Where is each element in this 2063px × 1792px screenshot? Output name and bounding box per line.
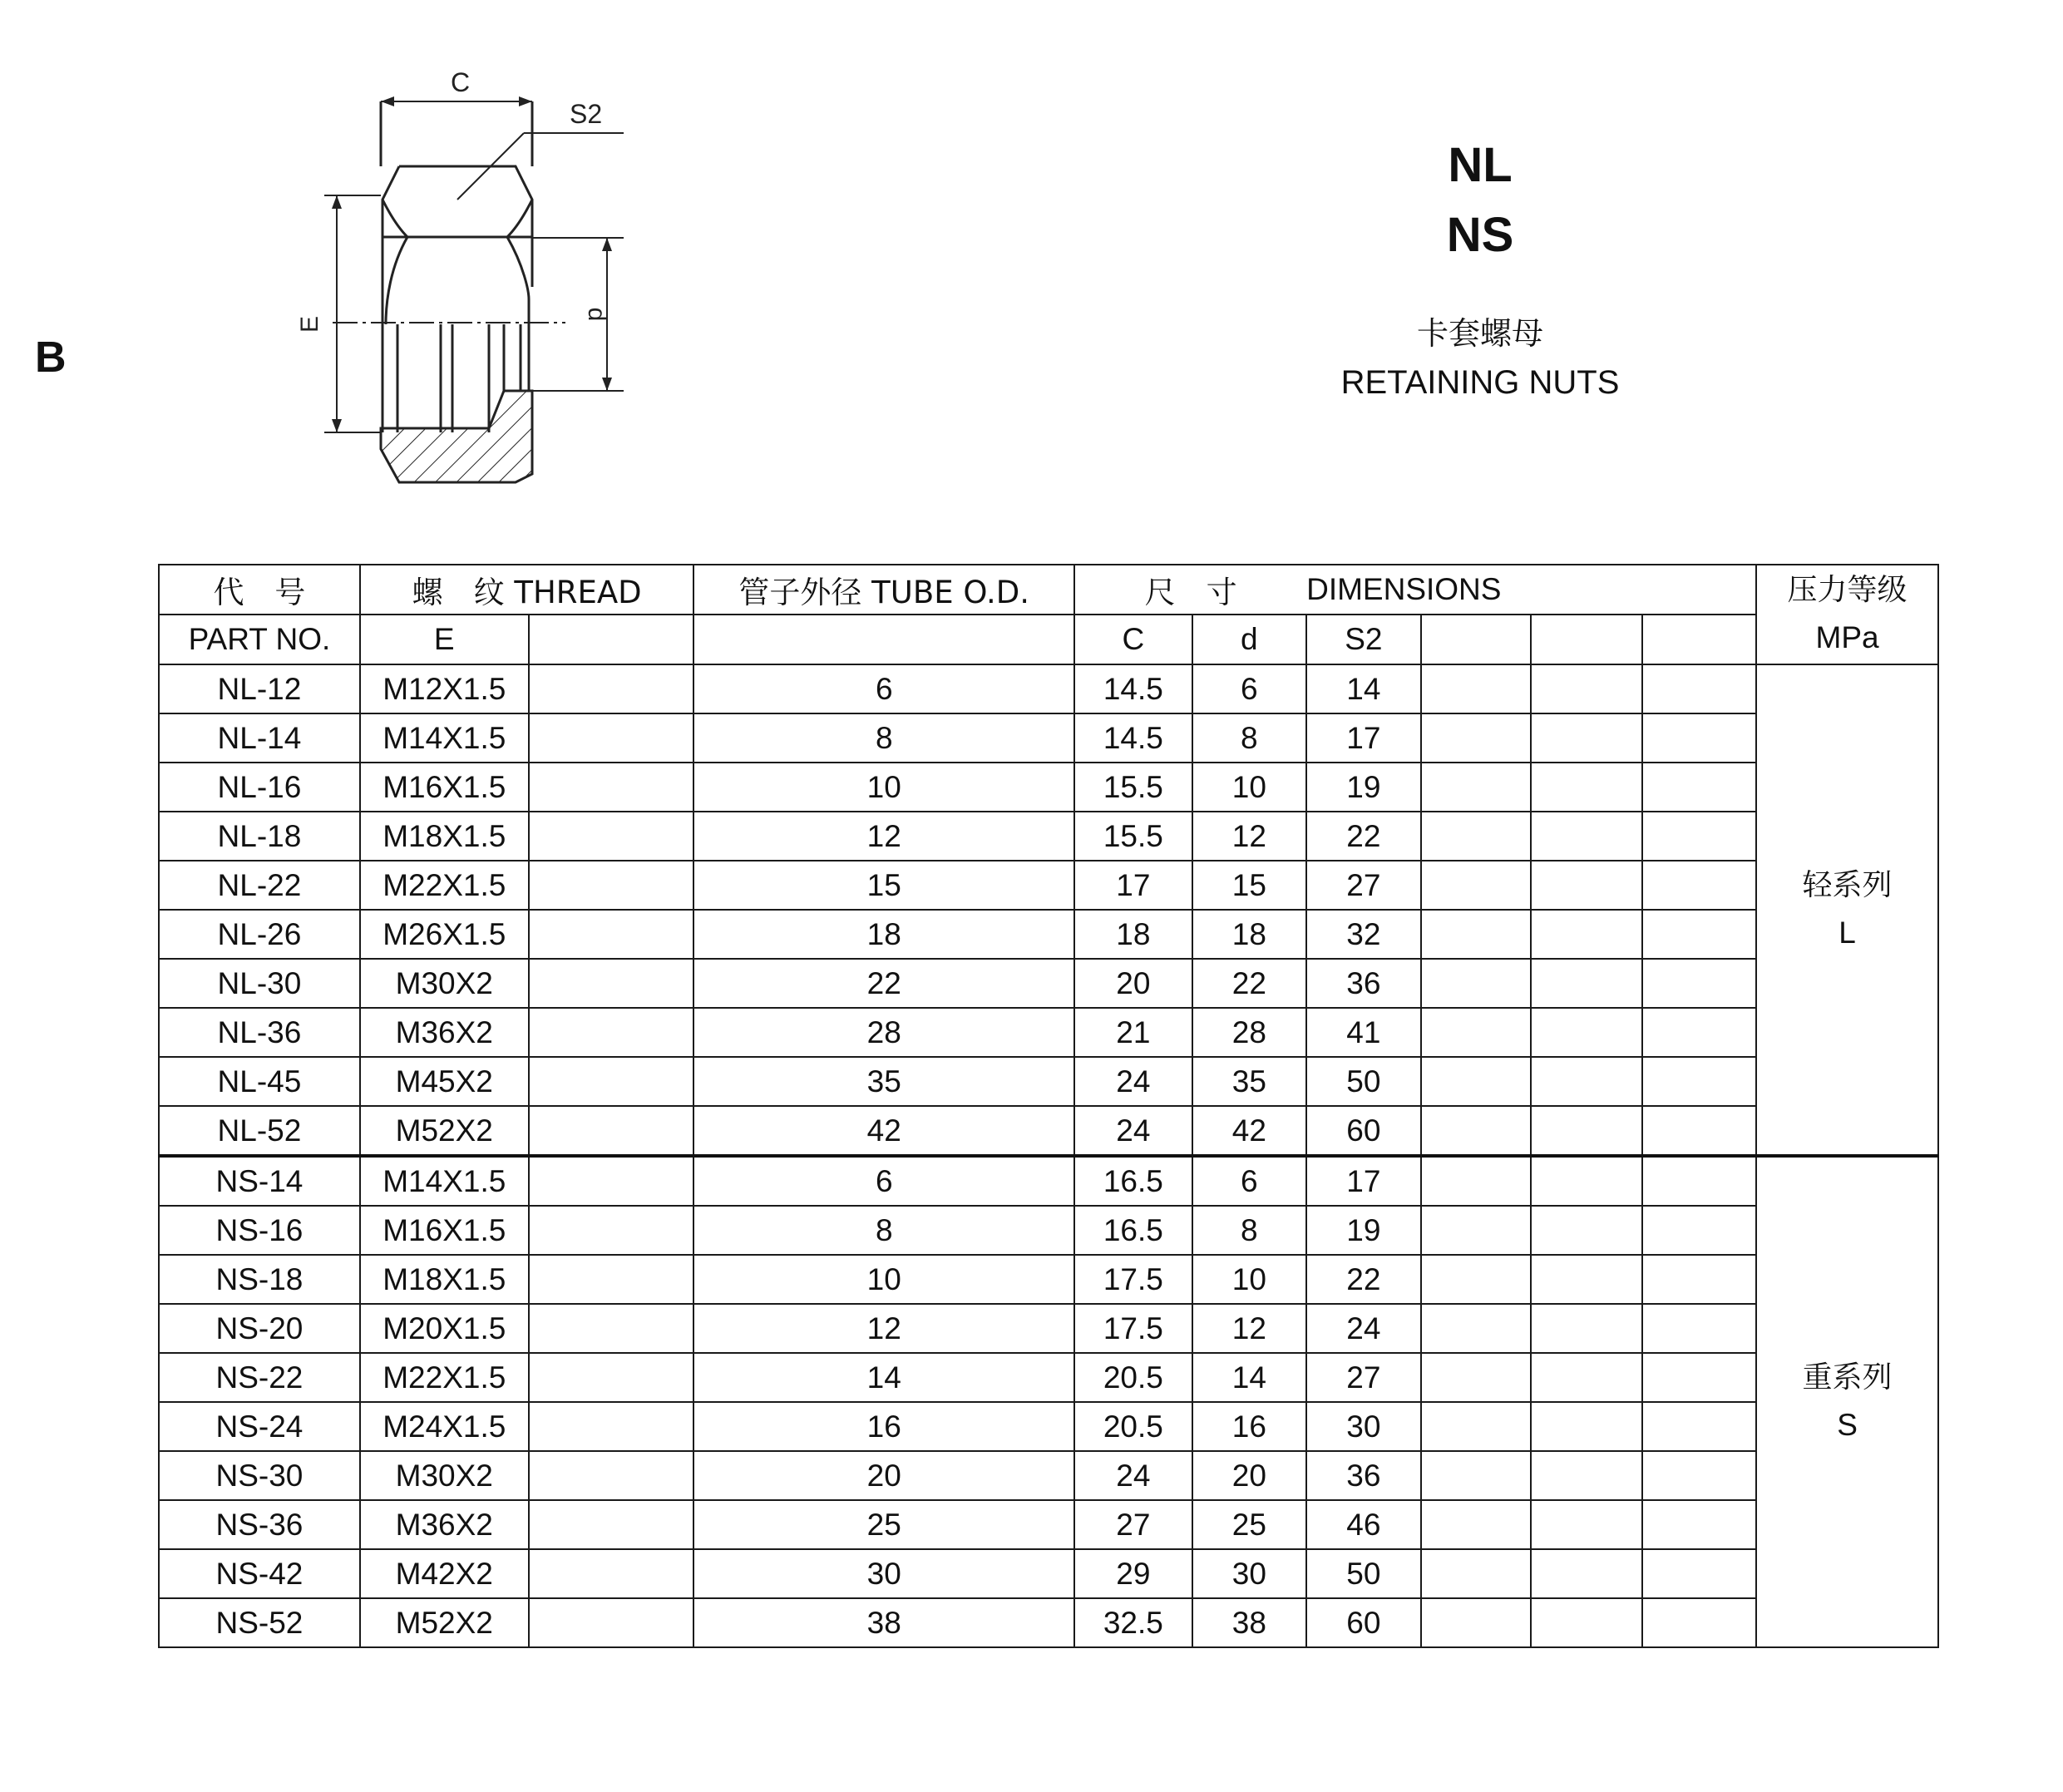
header-dim-en: DIMENSIONS	[1306, 565, 1756, 615]
dim-d-cell: 30	[1192, 1549, 1307, 1598]
header-blank	[529, 615, 694, 664]
tube-od-cell: 15	[693, 861, 1074, 910]
blank-cell	[1531, 1106, 1641, 1156]
dim-c-cell: 15.5	[1074, 812, 1192, 861]
blank-cell	[529, 1500, 694, 1549]
table-row	[159, 763, 1938, 812]
dim-c-cell: 20.5	[1074, 1402, 1192, 1451]
blank-cell	[1642, 1549, 1757, 1598]
table-row	[159, 1304, 1938, 1353]
blank-cell	[1531, 664, 1641, 713]
dim-s2-cell: 17	[1306, 1156, 1421, 1206]
blank-cell	[529, 910, 694, 959]
thread-cell: M36X2	[360, 1008, 529, 1057]
light-series-rows	[159, 664, 1938, 1156]
header-d: d	[1192, 615, 1307, 664]
blank-cell	[529, 1304, 694, 1353]
tube-od-cell: 22	[693, 959, 1074, 1008]
dim-d-cell: 18	[1192, 910, 1307, 959]
part-no-cell: NS-36	[159, 1500, 360, 1549]
heavy-series-rows	[159, 1156, 1938, 1647]
table-row	[159, 1206, 1938, 1255]
blank-cell	[1642, 812, 1757, 861]
dim-d-cell: 14	[1192, 1353, 1307, 1402]
blank-cell	[1642, 1255, 1757, 1304]
dim-s2-cell: 27	[1306, 861, 1421, 910]
blank-cell	[1531, 1206, 1641, 1255]
dim-d-cell: 20	[1192, 1451, 1307, 1500]
thread-cell: M24X1.5	[360, 1402, 529, 1451]
thread-cell: M22X1.5	[360, 861, 529, 910]
header-row-2	[159, 615, 1938, 664]
blank-cell	[1642, 1451, 1757, 1500]
thread-cell: M52X2	[360, 1598, 529, 1647]
blank-cell	[1642, 1304, 1757, 1353]
header-blank	[693, 615, 1074, 664]
dim-s2-cell: 24	[1306, 1304, 1421, 1353]
thread-cell: M16X1.5	[360, 1206, 529, 1255]
blank-cell	[529, 1402, 694, 1451]
blank-cell	[1642, 910, 1757, 959]
dim-s2-cell: 22	[1306, 812, 1421, 861]
part-no-cell: NL-12	[159, 664, 360, 713]
dim-d-cell: 6	[1192, 1156, 1307, 1206]
table-row	[159, 1402, 1938, 1451]
table-row	[159, 959, 1938, 1008]
header-part-cn: 代 号	[159, 565, 360, 615]
header-blank	[1531, 615, 1641, 664]
header-dim-cn: 尺 寸	[1074, 565, 1306, 615]
dim-d-cell: 15	[1192, 861, 1307, 910]
thread-cell: M22X1.5	[360, 1353, 529, 1402]
dim-d-cell: 16	[1192, 1402, 1307, 1451]
table-row	[159, 1598, 1938, 1647]
dim-s2-cell: 50	[1306, 1549, 1421, 1598]
tube-od-cell: 8	[693, 1206, 1074, 1255]
blank-cell	[1531, 1008, 1641, 1057]
blank-cell	[1642, 664, 1757, 713]
blank-cell	[529, 1156, 694, 1206]
part-no-cell: NS-18	[159, 1255, 360, 1304]
blank-cell	[1531, 1353, 1641, 1402]
blank-cell	[1531, 812, 1641, 861]
thread-cell: M26X1.5	[360, 910, 529, 959]
blank-cell	[1531, 1402, 1641, 1451]
header-thread: 螺 纹 THREAD	[360, 565, 694, 615]
header-thread-e: E	[360, 615, 529, 664]
blank-cell	[1421, 1156, 1531, 1206]
heavy-series-label-code: S	[1837, 1408, 1858, 1443]
table-row	[159, 910, 1938, 959]
product-code-nl: NL	[1448, 138, 1513, 192]
thread-cell: M20X1.5	[360, 1304, 529, 1353]
blank-cell	[1642, 1206, 1757, 1255]
header-c: C	[1074, 615, 1192, 664]
dim-c-cell: 14.5	[1074, 664, 1192, 713]
thread-cell: M12X1.5	[360, 664, 529, 713]
blank-cell	[1531, 1156, 1641, 1206]
tube-od-cell: 18	[693, 910, 1074, 959]
blank-cell	[529, 812, 694, 861]
tube-od-cell: 14	[693, 1353, 1074, 1402]
blank-cell	[1421, 664, 1531, 713]
dim-c-cell: 17.5	[1074, 1304, 1192, 1353]
dim-c-cell: 29	[1074, 1549, 1192, 1598]
dim-c-cell: 24	[1074, 1106, 1192, 1156]
thread-cell: M45X2	[360, 1057, 529, 1106]
tube-od-cell: 35	[693, 1057, 1074, 1106]
table-row	[159, 1008, 1938, 1057]
dim-c-cell: 32.5	[1074, 1598, 1192, 1647]
blank-cell	[1421, 713, 1531, 763]
blank-cell	[529, 959, 694, 1008]
part-no-cell: NS-22	[159, 1353, 360, 1402]
blank-cell	[529, 1353, 694, 1402]
blank-cell	[529, 1451, 694, 1500]
blank-cell	[1421, 1206, 1531, 1255]
tube-od-cell: 42	[693, 1106, 1074, 1156]
table-row	[159, 1106, 1938, 1156]
thread-cell: M30X2	[360, 959, 529, 1008]
header-pressure-cn: 压力等级	[1787, 573, 1908, 608]
dim-c-cell: 24	[1074, 1057, 1192, 1106]
tube-od-cell: 12	[693, 1304, 1074, 1353]
dim-c-cell: 15.5	[1074, 763, 1192, 812]
dim-d-cell: 12	[1192, 1304, 1307, 1353]
dim-s2-cell: 36	[1306, 1451, 1421, 1500]
blank-cell	[1531, 1598, 1641, 1647]
dim-s2-cell: 41	[1306, 1008, 1421, 1057]
dim-s2-cell: 22	[1306, 1255, 1421, 1304]
dim-s2-cell: 32	[1306, 910, 1421, 959]
blank-cell	[1421, 1451, 1531, 1500]
table-row	[159, 664, 1938, 713]
dim-d-cell: 22	[1192, 959, 1307, 1008]
tube-od-cell: 6	[693, 1156, 1074, 1206]
blank-cell	[1642, 1500, 1757, 1549]
dim-d-cell: 8	[1192, 713, 1307, 763]
thread-cell: M18X1.5	[360, 812, 529, 861]
blank-cell	[1531, 1451, 1641, 1500]
table-row	[159, 1549, 1938, 1598]
dim-c-cell: 18	[1074, 910, 1192, 959]
blank-cell	[529, 664, 694, 713]
dim-d-cell: 35	[1192, 1057, 1307, 1106]
blank-cell	[1642, 1353, 1757, 1402]
table-row	[159, 1451, 1938, 1500]
blank-cell	[1642, 861, 1757, 910]
blank-cell	[529, 713, 694, 763]
blank-cell	[1642, 1402, 1757, 1451]
blank-cell	[1421, 1008, 1531, 1057]
tube-od-cell: 38	[693, 1598, 1074, 1647]
drawing-label-c: C	[451, 67, 471, 97]
blank-cell	[1642, 763, 1757, 812]
dim-s2-cell: 19	[1306, 763, 1421, 812]
blank-cell	[1642, 959, 1757, 1008]
part-no-cell: NS-14	[159, 1156, 360, 1206]
part-no-cell: NL-22	[159, 861, 360, 910]
blank-cell	[1531, 1255, 1641, 1304]
product-name-en: RETAINING NUTS	[1340, 364, 1620, 401]
blank-cell	[529, 1008, 694, 1057]
light-series-label-cn: 轻系列	[1802, 868, 1893, 903]
part-no-cell: NS-30	[159, 1451, 360, 1500]
dim-c-cell: 17.5	[1074, 1255, 1192, 1304]
blank-cell	[1421, 812, 1531, 861]
blank-cell	[1421, 1549, 1531, 1598]
dim-s2-cell: 60	[1306, 1598, 1421, 1647]
part-no-cell: NL-30	[159, 959, 360, 1008]
blank-cell	[1642, 1008, 1757, 1057]
light-series-label	[1756, 664, 1938, 1156]
retaining-nut-drawing	[274, 50, 649, 499]
blank-cell	[1531, 1500, 1641, 1549]
table-row	[159, 1353, 1938, 1402]
blank-cell	[1642, 1598, 1757, 1647]
thread-cell: M16X1.5	[360, 763, 529, 812]
blank-cell	[1642, 1106, 1757, 1156]
tube-od-cell: 28	[693, 1008, 1074, 1057]
blank-cell	[1421, 1402, 1531, 1451]
dim-d-cell: 10	[1192, 1255, 1307, 1304]
tube-od-cell: 30	[693, 1549, 1074, 1598]
tube-od-cell: 10	[693, 1255, 1074, 1304]
blank-cell	[1531, 763, 1641, 812]
section-letter: B	[35, 333, 67, 382]
table-row	[159, 1500, 1938, 1549]
heavy-series-label-cn: 重系列	[1802, 1360, 1893, 1395]
part-no-cell: NS-16	[159, 1206, 360, 1255]
product-code-ns: NS	[1446, 208, 1514, 262]
table-row	[159, 1156, 1938, 1206]
drawing-label-s2: S2	[570, 99, 603, 129]
header-tube: 管子外径 TUBE O.D.	[693, 565, 1074, 615]
tube-od-cell: 6	[693, 664, 1074, 713]
dim-c-cell: 21	[1074, 1008, 1192, 1057]
blank-cell	[529, 1255, 694, 1304]
blank-cell	[529, 1598, 694, 1647]
blank-cell	[1421, 1598, 1531, 1647]
header-part-en: PART NO.	[159, 615, 360, 664]
tube-od-cell: 12	[693, 812, 1074, 861]
blank-cell	[1531, 959, 1641, 1008]
blank-cell	[529, 1106, 694, 1156]
dim-d-cell: 8	[1192, 1206, 1307, 1255]
part-no-cell: NL-45	[159, 1057, 360, 1106]
drawing-label-e: E	[296, 315, 323, 333]
dim-s2-cell: 46	[1306, 1500, 1421, 1549]
blank-cell	[1531, 713, 1641, 763]
part-no-cell: NL-26	[159, 910, 360, 959]
blank-cell	[1421, 763, 1531, 812]
header-pressure	[1756, 565, 1938, 664]
dim-s2-cell: 17	[1306, 713, 1421, 763]
dim-s2-cell: 30	[1306, 1402, 1421, 1451]
blank-cell	[1531, 910, 1641, 959]
part-no-cell: NS-42	[159, 1549, 360, 1598]
tube-od-cell: 25	[693, 1500, 1074, 1549]
blank-cell	[1421, 1106, 1531, 1156]
thread-cell: M30X2	[360, 1451, 529, 1500]
thread-cell: M42X2	[360, 1549, 529, 1598]
tube-od-cell: 8	[693, 713, 1074, 763]
blank-cell	[1421, 910, 1531, 959]
dim-c-cell: 20	[1074, 959, 1192, 1008]
dim-c-cell: 16.5	[1074, 1156, 1192, 1206]
spec-table	[158, 564, 1939, 1648]
tube-od-cell: 20	[693, 1451, 1074, 1500]
dim-d-cell: 10	[1192, 763, 1307, 812]
part-no-cell: NL-36	[159, 1008, 360, 1057]
part-no-cell: NL-52	[159, 1106, 360, 1156]
dim-c-cell: 17	[1074, 861, 1192, 910]
header-blank	[1642, 615, 1757, 664]
blank-cell	[1531, 1304, 1641, 1353]
dim-c-cell: 16.5	[1074, 1206, 1192, 1255]
blank-cell	[1421, 1057, 1531, 1106]
dim-d-cell: 42	[1192, 1106, 1307, 1156]
dim-c-cell: 20.5	[1074, 1353, 1192, 1402]
blank-cell	[1421, 959, 1531, 1008]
table-row	[159, 861, 1938, 910]
dim-s2-cell: 60	[1306, 1106, 1421, 1156]
thread-cell: M14X1.5	[360, 1156, 529, 1206]
dim-s2-cell: 36	[1306, 959, 1421, 1008]
blank-cell	[1421, 1304, 1531, 1353]
thread-cell: M36X2	[360, 1500, 529, 1549]
blank-cell	[1642, 713, 1757, 763]
dim-d-cell: 38	[1192, 1598, 1307, 1647]
header-s2: S2	[1306, 615, 1421, 664]
part-no-cell: NL-18	[159, 812, 360, 861]
blank-cell	[529, 1206, 694, 1255]
table-row	[159, 1057, 1938, 1106]
dim-s2-cell: 14	[1306, 664, 1421, 713]
thread-cell: M14X1.5	[360, 713, 529, 763]
dim-s2-cell: 27	[1306, 1353, 1421, 1402]
thread-cell: M52X2	[360, 1106, 529, 1156]
blank-cell	[1421, 1255, 1531, 1304]
blank-cell	[529, 861, 694, 910]
thread-cell: M18X1.5	[360, 1255, 529, 1304]
table-row	[159, 1255, 1938, 1304]
blank-cell	[529, 763, 694, 812]
header-pressure-unit: MPa	[1815, 620, 1879, 655]
product-name-cn: 卡套螺母	[1416, 315, 1543, 352]
part-no-cell: NL-16	[159, 763, 360, 812]
dim-d-cell: 6	[1192, 664, 1307, 713]
dim-c-cell: 27	[1074, 1500, 1192, 1549]
blank-cell	[1642, 1057, 1757, 1106]
blank-cell	[1531, 1549, 1641, 1598]
blank-cell	[1421, 1353, 1531, 1402]
blank-cell	[529, 1549, 694, 1598]
part-no-cell: NS-52	[159, 1598, 360, 1647]
header-blank	[1421, 615, 1531, 664]
blank-cell	[1642, 1156, 1757, 1206]
dim-d-cell: 12	[1192, 812, 1307, 861]
blank-cell	[1421, 1500, 1531, 1549]
blank-cell	[1531, 861, 1641, 910]
tube-od-cell: 10	[693, 763, 1074, 812]
part-no-cell: NS-24	[159, 1402, 360, 1451]
header-row-1	[159, 565, 1938, 615]
dim-s2-cell: 19	[1306, 1206, 1421, 1255]
tube-od-cell: 16	[693, 1402, 1074, 1451]
title-block	[1247, 138, 1713, 401]
dim-c-cell: 14.5	[1074, 713, 1192, 763]
dim-s2-cell: 50	[1306, 1057, 1421, 1106]
dim-d-cell: 28	[1192, 1008, 1307, 1057]
dim-d-cell: 25	[1192, 1500, 1307, 1549]
blank-cell	[1421, 861, 1531, 910]
blank-cell	[529, 1057, 694, 1106]
dim-c-cell: 24	[1074, 1451, 1192, 1500]
blank-cell	[1531, 1057, 1641, 1106]
part-no-cell: NS-20	[159, 1304, 360, 1353]
table-row	[159, 713, 1938, 763]
light-series-label-code: L	[1838, 916, 1856, 950]
table-row	[159, 812, 1938, 861]
part-no-cell: NL-14	[159, 713, 360, 763]
heavy-series-label	[1756, 1156, 1938, 1647]
drawing-label-d: d	[583, 307, 610, 322]
